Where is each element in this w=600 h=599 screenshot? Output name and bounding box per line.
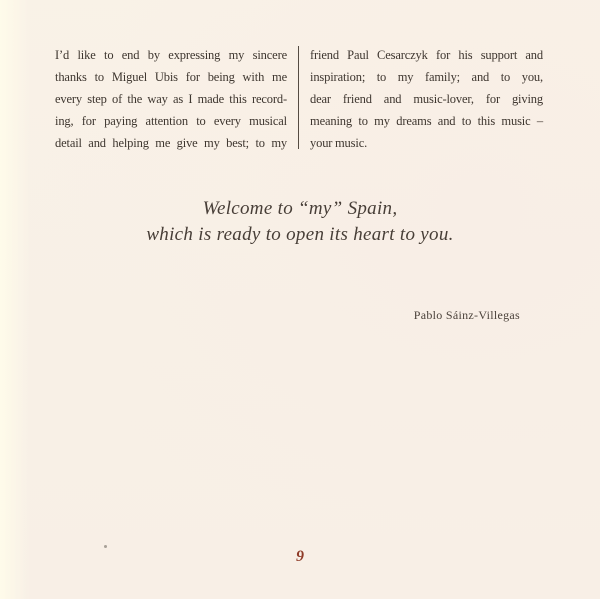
page-number: 9 xyxy=(296,548,304,565)
text-line: inspiration; to my family; and to you, xyxy=(310,70,543,84)
text-line: friend Paul Cesarczyk for his support and xyxy=(310,48,543,62)
quote xyxy=(0,196,600,248)
text-line: ing, for paying attention to every musical xyxy=(55,114,287,128)
text-line: thanks to Miguel Ubis for being with me xyxy=(55,70,287,84)
text-line: your music. xyxy=(310,136,368,150)
column-divider xyxy=(298,46,299,149)
text-line: dear friend and music-lover, for giving xyxy=(310,92,543,106)
text-line: every step of the way as I made this record- xyxy=(55,92,287,106)
text-line: I’d like to end by expressing my sincere xyxy=(55,48,287,62)
text-line: detail and helping me give my best; to my xyxy=(55,136,287,150)
quote-line: which is ready to open its heart to you. xyxy=(146,224,454,245)
text-line: meaning to my dreams and to this music – xyxy=(310,114,543,128)
right-column xyxy=(310,44,543,154)
signature: Pablo Sáinz-Villegas xyxy=(413,308,520,322)
quote-line: Welcome to “my” Spain, xyxy=(202,198,398,219)
text-columns xyxy=(55,44,543,154)
left-column xyxy=(55,44,287,154)
